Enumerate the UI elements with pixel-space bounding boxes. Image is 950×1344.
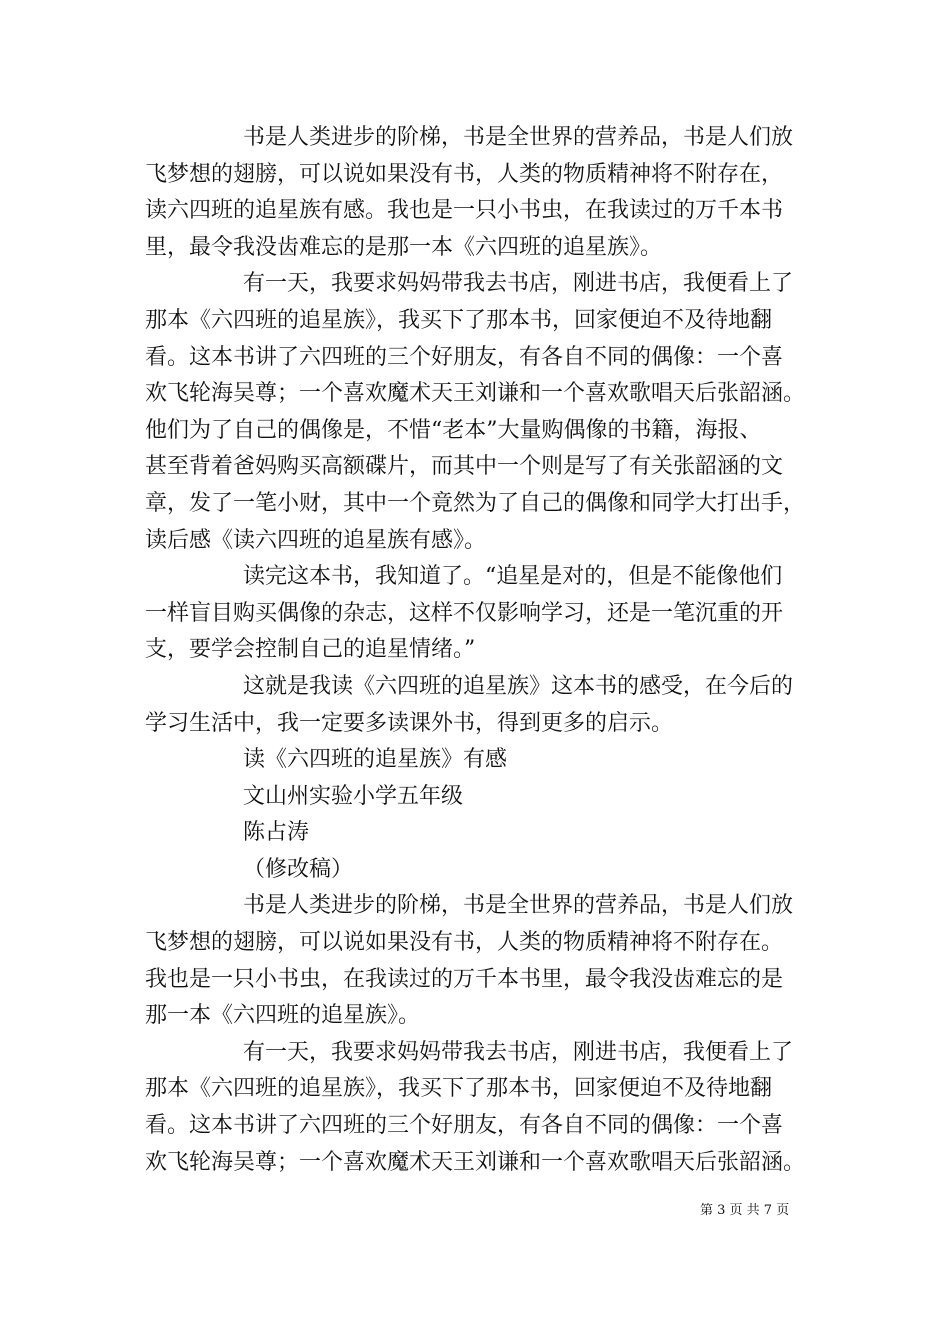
text-line: 读完这本书，我知道了。“追星是对的，但是不能像他们: [243, 564, 783, 590]
text-line: 书是人类进步的阶梯，书是全世界的营养品，书是人们放: [243, 893, 794, 919]
text-line: 那本《六四班的追星族》，我买下了那本书，回家便迫不及待地翻: [145, 1076, 773, 1102]
text-line: 有一天，我要求妈妈带我去书店，刚进书店，我便看上了: [243, 1039, 794, 1065]
text-line: 支，要学会控制自己的追星情绪。”: [145, 637, 476, 663]
text-line: 读后感《读六四班的追星族有感》。: [145, 527, 487, 553]
text-line: 甚至背着爸妈购买高额碟片，而其中一个则是写了有关张韶涵的文: [145, 454, 784, 480]
text-line: 我也是一只小书虫，在我读过的万千本书里，最令我没齿难忘的是: [145, 966, 784, 992]
text-line: 飞梦想的翅膀，可以说如果没有书，人类的物质精神将不附存在，: [145, 161, 784, 187]
text-line: 里，最令我没齿难忘的是那一本《六四班的追星族》。: [145, 234, 663, 260]
page-number: 第 3 页 共 7 页: [700, 1203, 790, 1218]
text-line: 那一本《六四班的追星族》。: [145, 1003, 421, 1029]
text-line: 章，发了一笔小财，其中一个竟然为了自己的偶像和同学大打出手，: [145, 490, 806, 516]
text-line: 学习生活中，我一定要多读课外书，得到更多的启示。: [145, 710, 674, 736]
text-line: 欢飞轮海吴尊；一个喜欢魔术天王刘谦和一个喜欢歌唱天后张韶涵。: [145, 381, 806, 407]
document-body: [145, 120, 825, 1181]
text-line: 读六四班的追星族有感。我也是一只小书虫，在我读过的万千本书: [145, 198, 784, 224]
author-name: 陈占涛: [243, 820, 310, 846]
essay-title: 读《六四班的追星族》有感: [243, 747, 508, 773]
text-line: 一样盲目购买偶像的杂志，这样不仅影响学习，还是一笔沉重的开: [145, 600, 784, 626]
text-line: 欢飞轮海吴尊；一个喜欢魔术天王刘谦和一个喜欢歌唱天后张韶涵。: [145, 1149, 806, 1175]
text-line: 他们为了自己的偶像是，不惜“老本”大量购偶像的书籍，海报、: [145, 417, 762, 443]
text-line: 那本《六四班的追星族》，我买下了那本书，回家便迫不及待地翻: [145, 307, 773, 333]
text-line: 这就是我读《六四班的追星族》这本书的感受，在今后的: [243, 673, 794, 699]
text-line: 看。这本书讲了六四班的三个好朋友，有各自不同的偶像：一个喜: [145, 1113, 784, 1139]
text-line: 看。这本书讲了六四班的三个好朋友，有各自不同的偶像：一个喜: [145, 344, 784, 370]
author-school: 文山州实验小学五年级: [243, 783, 464, 809]
text-line: 书是人类进步的阶梯，书是全世界的营养品，书是人们放: [243, 125, 794, 150]
text-line: 飞梦想的翅膀，可以说如果没有书，人类的物质精神将不附存在。: [145, 930, 784, 956]
text-line: 有一天，我要求妈妈带我去书店，刚进书店，我便看上了: [243, 271, 794, 297]
revision-note: （修改稿）: [243, 856, 354, 882]
